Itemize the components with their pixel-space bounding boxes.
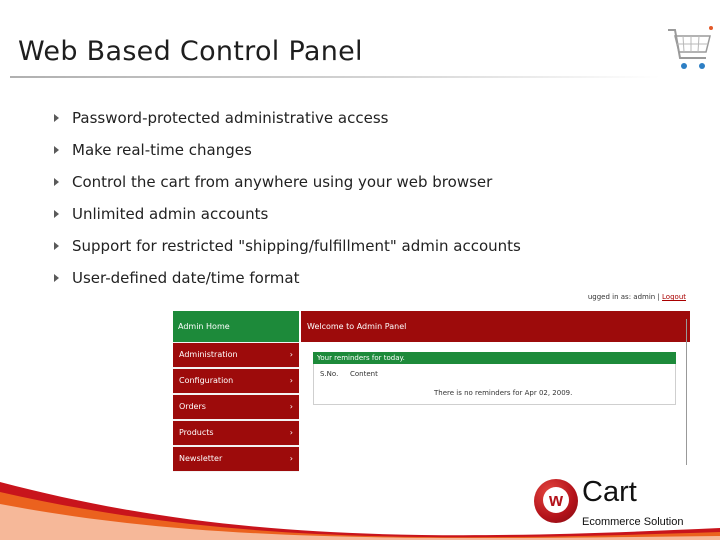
screenshot-divider	[686, 319, 687, 465]
empty-reminders-message: There is no reminders for Apr 02, 2009.	[434, 389, 573, 397]
reminders-heading: Your reminders for today.	[313, 352, 676, 364]
feature-item: Make real-time changes	[52, 140, 521, 172]
reminders-table	[313, 364, 676, 405]
welcome-header: Welcome to Admin Panel	[301, 311, 690, 342]
admin-sidebar	[173, 311, 299, 465]
feature-item: Control the cart from anywhere using your web browser	[52, 172, 521, 204]
bullet-arrow-icon	[54, 146, 59, 154]
admin-home-link[interactable]: Admin Home	[173, 311, 299, 342]
feature-item: User-defined date/time format	[52, 268, 521, 300]
bullet-arrow-icon	[54, 242, 59, 250]
slide-title: Web Based Control Panel	[18, 36, 363, 67]
wcart-logo-icon: w	[534, 479, 578, 523]
wcart-brand-logo	[534, 476, 714, 536]
brand-tagline: Ecommerce Solution	[582, 516, 684, 528]
sidebar-item-configuration[interactable]: Configuration ›	[173, 369, 299, 394]
feature-list	[52, 108, 521, 300]
sidebar-item-products[interactable]: Products ›	[173, 421, 299, 446]
admin-main-content	[301, 311, 690, 465]
column-header-content: Content	[350, 370, 378, 378]
chevron-right-icon: ›	[289, 402, 293, 411]
sidebar-item-newsletter[interactable]: Newsletter ›	[173, 447, 299, 472]
bullet-arrow-icon	[54, 114, 59, 122]
feature-item: Unlimited admin accounts	[52, 204, 521, 236]
bullet-arrow-icon	[54, 178, 59, 186]
logout-link[interactable]: Logout	[662, 293, 686, 301]
sidebar-item-orders[interactable]: Orders ›	[173, 395, 299, 420]
login-status: ugged in as: admin | Logout	[587, 293, 686, 301]
column-header-sno: S.No.	[320, 370, 339, 378]
chevron-right-icon: ›	[289, 454, 293, 463]
chevron-right-icon: ›	[289, 350, 293, 359]
shopping-cart-icon	[664, 22, 714, 78]
chevron-right-icon: ›	[289, 428, 293, 437]
bullet-arrow-icon	[54, 210, 59, 218]
admin-panel-screenshot	[173, 293, 690, 465]
feature-item: Password-protected administrative access	[52, 108, 521, 140]
brand-name: Cart	[582, 476, 637, 508]
bullet-arrow-icon	[54, 274, 59, 282]
sidebar-item-administration[interactable]: Administration ›	[173, 343, 299, 368]
chevron-right-icon: ›	[289, 376, 293, 385]
feature-item: Support for restricted "shipping/fulfillment" admin accounts	[52, 236, 521, 268]
title-underline	[10, 76, 660, 78]
